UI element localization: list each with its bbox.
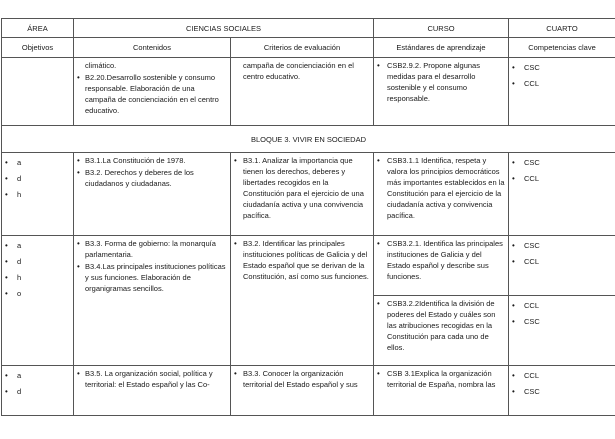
competences-cell <box>509 58 615 126</box>
col-criteria: Criterios de evaluación <box>231 38 374 58</box>
curriculum-table <box>1 18 615 416</box>
list-item: • d <box>5 384 70 399</box>
list-item: • h <box>5 187 70 202</box>
list-item: • CCL <box>512 171 612 186</box>
objectives-cell <box>2 58 74 126</box>
list-item: • CCL <box>512 76 612 91</box>
list-item: • CCL <box>512 298 612 313</box>
list-item: • d <box>5 171 70 186</box>
list-item: • d <box>5 254 70 269</box>
col-competences: Competencias clave <box>509 38 615 58</box>
list-item: • CSB3.2.2Identifica la división de poderes del Estado y cuáles son las atribuciones recogidas en la Constitución para cada uno de ellos. <box>377 298 505 353</box>
standards-cell <box>374 296 509 366</box>
list-item: • CSC <box>512 60 612 75</box>
competences-cell <box>509 296 615 366</box>
column-header-row <box>2 38 615 58</box>
list-item: • B3.1.La Constitución de 1978. <box>77 155 227 166</box>
list-item: • B2.20.Desarrollo sostenible y consumo responsable. Elaboración de una campaña de concienciación en el centro educativo. <box>77 72 227 116</box>
table-row <box>2 153 615 236</box>
course-value: CUARTO <box>509 19 615 38</box>
contents-cell <box>74 366 231 416</box>
list-item: • CSC <box>512 155 612 170</box>
list-item: • B3.2. Derechos y deberes de los ciudadanos y ciudadanas. <box>77 167 227 189</box>
list-item: climático. <box>85 61 117 70</box>
criteria-cell <box>231 58 374 126</box>
standards-cell <box>374 236 509 296</box>
list-item: • a <box>5 368 70 383</box>
standards-cell <box>374 153 509 236</box>
criteria-cell <box>231 153 374 236</box>
list-item: • CSC <box>512 384 612 399</box>
list-item: • CSB 3.1Explica la organización territorial de España, nombra las <box>377 368 505 390</box>
objectives-cell <box>2 236 74 366</box>
contents-cell <box>74 236 231 366</box>
list-item: • B3.1. Analizar la importancia que tienen los derechos, deberes y libertades recogidos en la Constitución para el ejercicio de una ciudadanía activa y una convivencia pacífica. <box>234 155 370 221</box>
block-header-row <box>2 126 615 153</box>
table-row <box>2 58 615 126</box>
list-item: • B3.3. Conocer la organización territorial del Estado español y sus <box>234 368 370 390</box>
table-row <box>2 366 615 416</box>
competences-cell <box>509 236 615 296</box>
objectives-cell <box>2 366 74 416</box>
list-item: • CSB2.9.2. Propone algunas medidas para el desarrollo sostenible y el consumo responsable. <box>377 60 505 104</box>
header-row <box>2 19 615 38</box>
list-item: • B3.3. Forma de gobierno: la monarquía parlamentaria. <box>77 238 227 260</box>
list-item: • o <box>5 286 70 301</box>
list-item: • h <box>5 270 70 285</box>
subject-title: CIENCIAS SOCIALES <box>74 19 374 38</box>
criteria-cell <box>231 366 374 416</box>
objectives-cell <box>2 153 74 236</box>
competences-cell <box>509 366 615 416</box>
block-title: BLOQUE 3. VIVIR EN SOCIEDAD <box>2 126 615 153</box>
contents-cell <box>74 153 231 236</box>
table-row <box>2 236 615 296</box>
course-label: CURSO <box>374 19 509 38</box>
standards-cell <box>374 366 509 416</box>
list-item: campaña de concienciación en el centro educativo. <box>243 61 354 81</box>
list-item: • a <box>5 155 70 170</box>
col-objectives: Objetivos <box>2 38 74 58</box>
list-item: • CSB3.2.1. Identifica las principales instituciones de Galicia y del Estado español y describe sus funciones. <box>377 238 505 282</box>
list-item: • CSC <box>512 314 612 329</box>
standards-cell <box>374 58 509 126</box>
list-item: • B3.5. La organización social, política y territorial: el Estado español y las Co- <box>77 368 227 390</box>
contents-cell <box>74 58 231 126</box>
list-item: • B3.4.Las principales instituciones políticas y sus funciones. Elaboración de organigramas sencillos. <box>77 261 227 294</box>
list-item: • CCL <box>512 254 612 269</box>
list-item: • CSC <box>512 238 612 253</box>
col-contents: Contenidos <box>74 38 231 58</box>
list-item: • B3.2. Identificar las principales instituciones políticas de Galicia y del Estado español que se derivan de la Constitución, así como sus funciones. <box>234 238 370 282</box>
list-item: • a <box>5 238 70 253</box>
area-label: ÁREA <box>2 19 74 38</box>
criteria-cell <box>231 236 374 366</box>
list-item: • CSB3.1.1 Identifica, respeta y valora los principios democráticos más importantes establecidos en la Constitución para el ejercicio de la ciudadanía activa y convivencia pacífica. <box>377 155 505 221</box>
list-item: • CCL <box>512 368 612 383</box>
col-standards: Estándares de aprendizaje <box>374 38 509 58</box>
competences-cell <box>509 153 615 236</box>
